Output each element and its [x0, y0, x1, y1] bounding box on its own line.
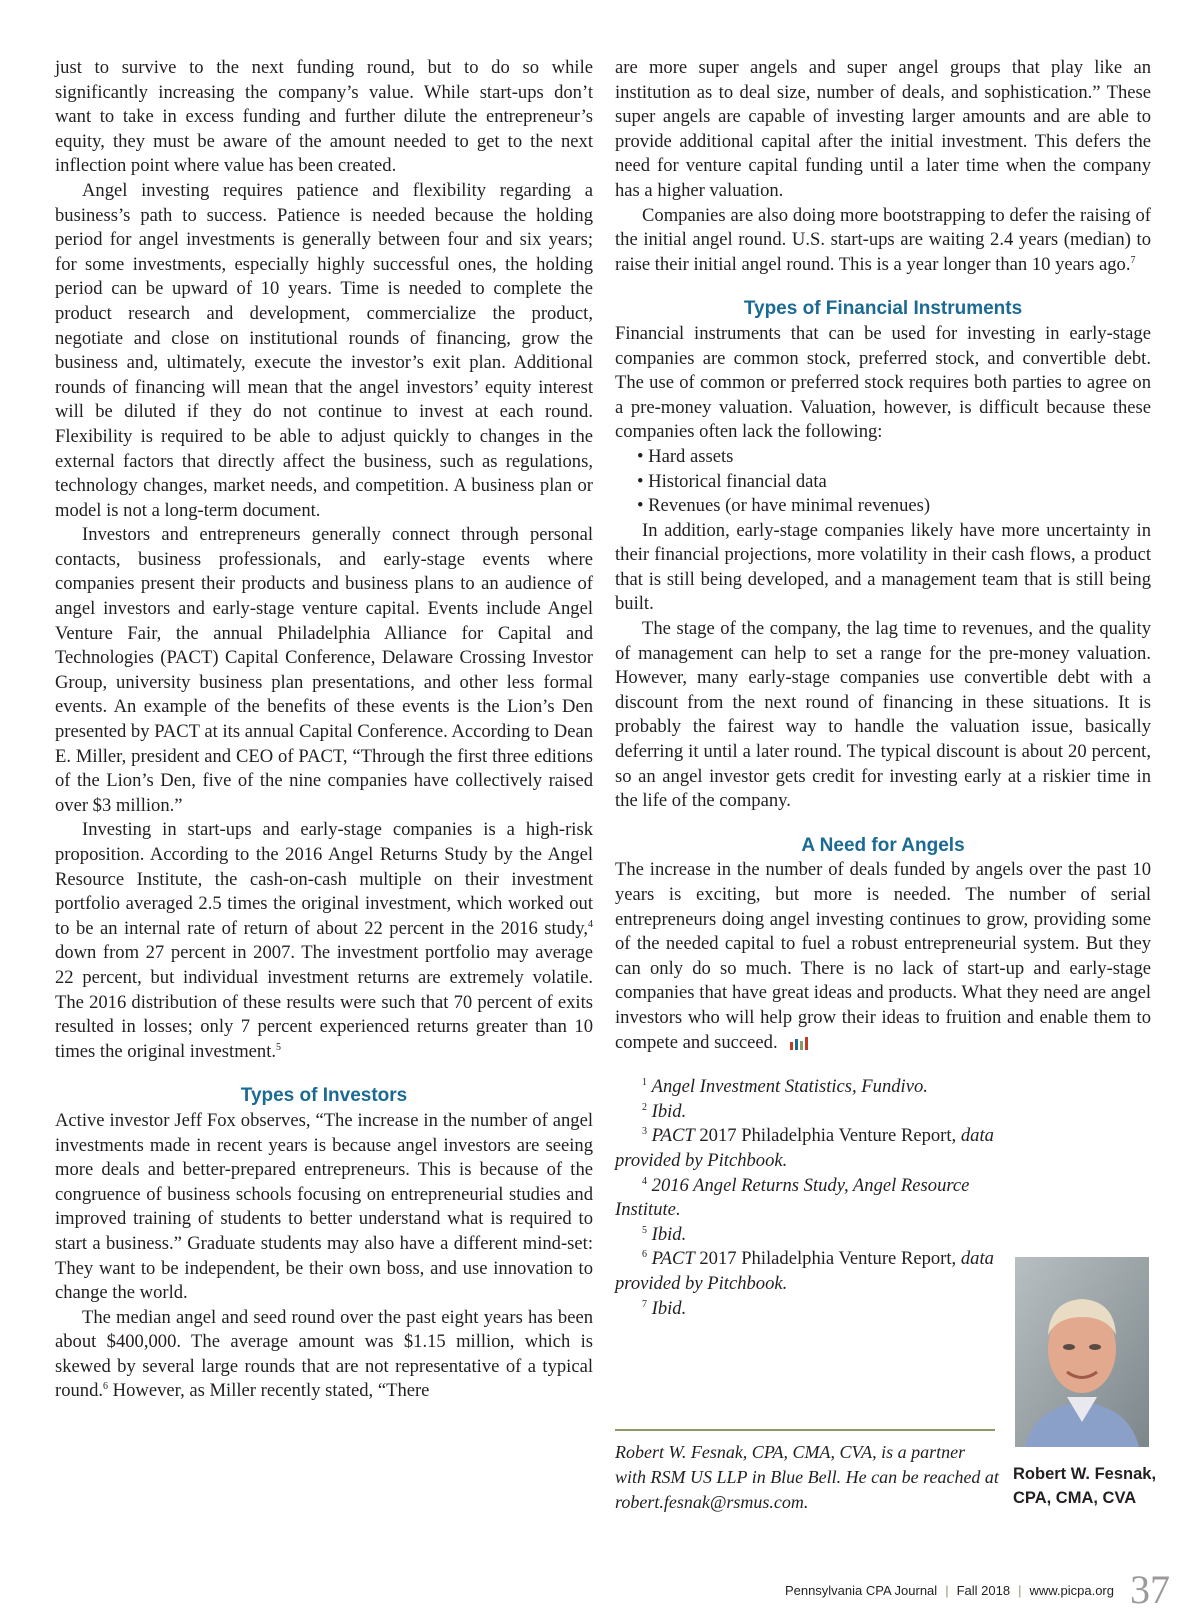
page-footer [784, 1567, 1170, 1612]
footnote-text: Ibid. [651, 1223, 687, 1245]
footnote-text: 2016 Angel Returns Study, Angel Resource Institute. [615, 1174, 970, 1221]
paragraph: The stage of the company, the lag time to revenues, and the quality of management can help to set a range for the pre-money valuation. However, many early-stage companies use convertible debt with a discount from the next round of financing in these situations. It is probably the fairest way to handle the valuation issue, basically deferring it until a later round. The typical discount is about 20 percent, so an angel investor gets credit for investing early at a riskier time in the life of the company. [615, 618, 1151, 812]
portrait-image [1015, 1257, 1149, 1447]
footnote-ref: 6 [103, 1381, 109, 1393]
footnote-text: data provided by Pitchbook. [615, 1248, 994, 1294]
author-name: Robert W. Fesnak, [1013, 1465, 1157, 1483]
issue-label: Fall 2018 [956, 1582, 1011, 1598]
footer-separator: | [945, 1582, 949, 1598]
paragraph-text: down from 27 percent in 2007. The investment portfolio may average 22 percent, but individual investment returns are extremely volatile. The 2016 distribution of these results were such that 70 percent of exits resulted in losses; only 7 percent experienced returns greater than 10 times the original investment. [55, 942, 593, 1062]
bullet-list [615, 445, 1151, 519]
footnote [615, 1223, 995, 1248]
footnote-number: 7 [642, 1298, 647, 1310]
list-item: • Revenues (or have minimal revenues) [637, 495, 931, 517]
paragraph [55, 1306, 593, 1404]
paragraph: Investors and entrepreneurs generally connect through personal contacts, business professionals, and early-stage events where companies present their products and business plans to an audience of angel investors and early-stage venture capital. Events include Angel Venture Fair, the annual Philadelphia Alliance for Capital and Technologies (PACT) Capital Conference, Delaware Crossing Investor Group, university business plan presentations, and other less formal events. An example of the benefits of these events is the Lion’s Den presented by PACT at its annual Capital Conference. According to Dean E. Miller, president and CEO of PACT, “Through the first three editions of the Lion’s Den, five of the nine companies have collectively raised over $3 million.” [55, 524, 593, 816]
photo-caption [1013, 1462, 1183, 1510]
footnotes [615, 1075, 995, 1321]
paragraph: are more super angels and super angel groups that play like an institution as to deal size, number of deals, and sophistication.” These super angels are capable of investing larger amounts and are able to provide additional capital after the initial investment. This defers the need for venture capital funding until a later time when the company has a higher valuation. [615, 57, 1151, 201]
divider [615, 1429, 995, 1431]
footnote [615, 1174, 995, 1223]
footnote-ref: 5 [276, 1041, 282, 1053]
paragraph [615, 204, 1151, 278]
paragraph-text: The increase in the number of deals funded by angels over the past 10 years is exciting, but more is needed. The number of serial entrepreneurs doing angel investing continues to grow, providing some of the needed capital to fuel a robust entrepreneurial system. But they can only do so much. There is no lack of start-up and early-stage companies that have great ideas and products. What they need are angel investors who will help grow their ideas to fruition and enable them to compete and succeed. [615, 859, 1151, 1053]
paragraph: Angel investing requires patience and flexibility regarding a business’s path to success. Patience is needed because the holding period for angel investments is generally between four and six years; for some investments, especially highly successful ones, the holding period can be upward of 10 years. Time is needed to complete the product research and development, commercialize the product, negotiate and close on institutional rounds of financing, grow the business and, ultimately, execute the investor’s exit plan. Additional rounds of financing will mean that the angel investors’ equity interest will be diluted if they do not continue to invest at each round. Flexibility is required to be able to adjust quickly to changes in the external factors that directly affect the business, such as regulations, technology changes, market needs, and competition. A business plan or model is not a long-term document. [55, 179, 593, 521]
footnote-text: PACT [651, 1125, 695, 1147]
footnote-ref: 7 [1130, 254, 1136, 266]
end-mark-icon [788, 1036, 810, 1050]
footnote [615, 1075, 995, 1100]
footnote-number: 1 [642, 1076, 647, 1088]
footnote [615, 1100, 995, 1125]
footnote-text: Ibid. [651, 1100, 687, 1122]
footnote-text: Ibid. [651, 1297, 687, 1319]
author-credentials: CPA, CMA, CVA [1013, 1489, 1137, 1507]
footnote-text: Angel Investment Statistics, Fundivo. [651, 1076, 928, 1098]
section-heading-instruments: Types of Financial Instruments [743, 298, 1023, 320]
footnote-number: 2 [642, 1101, 647, 1113]
right-column [615, 56, 1151, 1321]
left-column [55, 56, 593, 1404]
footnote-number: 3 [642, 1126, 647, 1138]
paragraph [615, 858, 1151, 1055]
footnote-number: 5 [642, 1224, 647, 1236]
footnote-ref: 4 [588, 918, 593, 930]
footnote-number: 4 [642, 1175, 647, 1187]
journal-name: Pennsylvania CPA Journal [784, 1582, 938, 1598]
paragraph: Financial instruments that can be used for investing in early-stage companies are common stock, preferred stock, and convertible debt. The use of common or preferred stock requires both parties to agree on a pre-money valuation. Valuation, however, is difficult because these companies often lack the following: [615, 322, 1151, 443]
footnote [615, 1297, 995, 1322]
list-item: • Historical financial data [637, 470, 827, 492]
website-link[interactable]: www.picpa.org [1029, 1582, 1114, 1598]
author-photo [1015, 1257, 1149, 1447]
page-number: 37 [1130, 1567, 1170, 1612]
section-heading-angels: A Need for Angels [801, 834, 965, 856]
paragraph [55, 818, 593, 1064]
paragraph: In addition, early-stage companies likely have more uncertainty in their financial projections, more volatility in their cash flows, a product that is still being developed, and a management team that is still being built. [615, 519, 1151, 615]
paragraph-text: The median angel and seed round over the past eight years has been about $400,000. The average amount was $1.15 million, which is skewed by several large rounds that are not representative of a typical round. [55, 1306, 593, 1402]
paragraph-text: Companies are also doing more bootstrapping to defer the raising of the initial angel round. U.S. start-ups are waiting 2.4 years (median) to raise their initial angel round. This is a year longer than 10 years ago. [615, 204, 1151, 275]
footnote [615, 1247, 995, 1296]
list-item: • Hard assets [637, 445, 734, 467]
footnote-text: 2017 Philadelphia Venture Report [694, 1125, 952, 1147]
section-heading-investors: Types of Investors [240, 1085, 408, 1107]
author-bio: Robert W. Fesnak, CPA, CMA, CVA, is a partner with RSM US LLP in Blue Bell. He can be reached at robert.fesnak@rsmus.com. [615, 1442, 999, 1512]
footnote-text: 2017 Philadelphia Venture Report, [694, 1248, 957, 1270]
paragraph-text: However, as Miller recently stated, “There [108, 1380, 430, 1402]
footnote [615, 1124, 995, 1173]
footer-separator: | [1018, 1582, 1022, 1598]
footnote-text: PACT [651, 1248, 695, 1270]
footnote-number: 6 [642, 1249, 647, 1261]
paragraph: just to survive to the next funding round, but to do so while significantly increasing the company’s value. While start-ups don’t want to take in excess funding and further dilute the entrepreneur’s equity, they must be aware of the amount needed to get to the next inflection point where value has been created. [55, 57, 593, 177]
footnote-text: , data provided by Pitchbook. [615, 1125, 994, 1171]
paragraph-text: Investing in start-ups and early-stage companies is a high-risk proposition. According to the 2016 Angel Returns Study by the Angel Resource Institute, the cash-on-cash multiple on their investment portfolio averaged 2.5 times the original investment, which worked out to be an internal rate of return of about 22 percent in the 2016 study, [55, 819, 593, 939]
paragraph: Active investor Jeff Fox observes, “The increase in the number of angel investments made in recent years is because angel investors are seeing more deals and better-prepared entrepreneurs. This is because of the congruence of business schools focusing on entrepreneurial studies and improved training of students to better understand what is required to start a business.” Graduate students may also have a different mind-set: They want to be independent, be their own boss, and use innovation to change the world. [55, 1109, 593, 1304]
